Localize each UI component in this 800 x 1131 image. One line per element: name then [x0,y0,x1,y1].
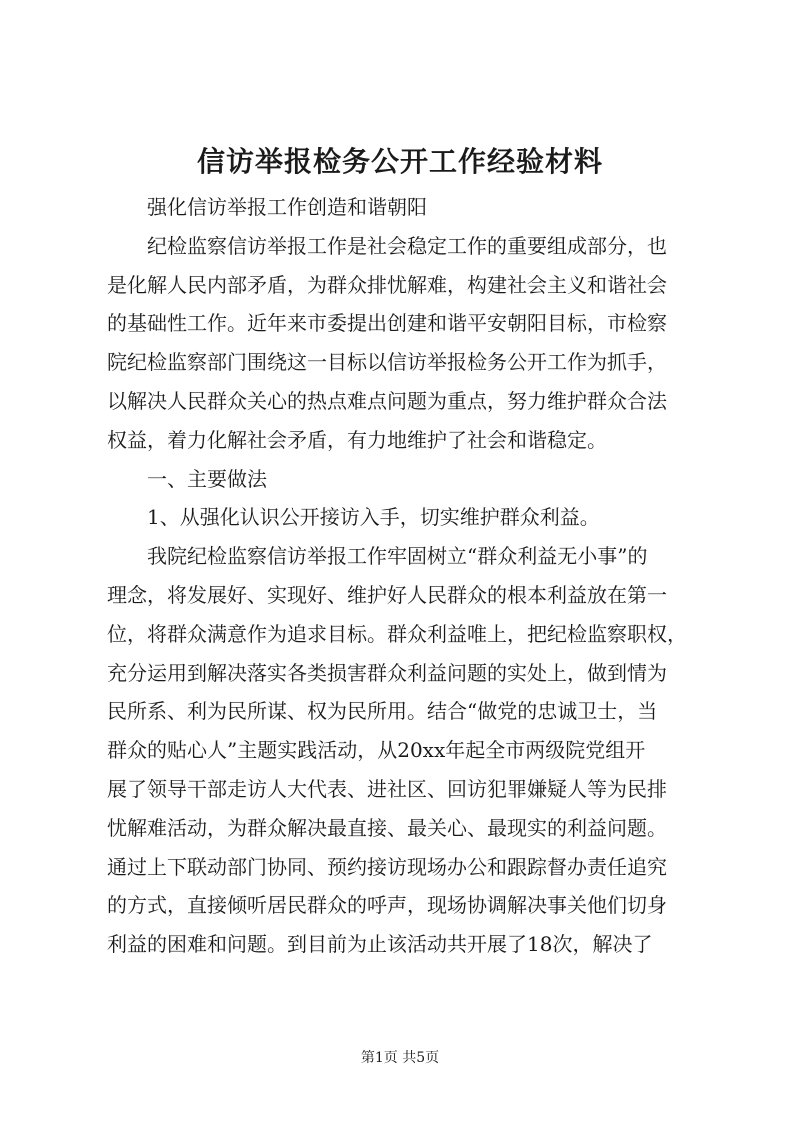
page-number-footer: 第1页 共5页 [360,1050,440,1066]
paragraph-line: 群众的贴心人”主题实践活动，从20xx年起全市两级院党组开 [107,738,646,763]
document-title: 信访举报检务公开工作经验材料 [196,145,603,178]
paragraph-line: 是化解人民内部矛盾，为群众排忧解难，构建社会主义和谐社会 [107,272,667,297]
paragraph-line: 通过上下联动部门协同、预约接访现场办公和跟踪督办责任追究 [107,854,667,879]
paragraph-line: 忧解难活动，为群众解决最直接、最关心、最现实的利益问题。 [107,815,667,840]
paragraph-line: 的方式，直接倾听居民群众的呼声，现场协调解决事关他们切身 [107,893,667,918]
paragraph-line: 充分运用到解决落实各类损害群众利益问题的实处上，做到情为 [107,660,667,685]
subsection-heading: 1、从强化认识公开接访入手，切实维护群众利益。 [147,505,600,530]
subtitle-line: 强化信访举报工作创造和谐朝阳 [147,195,427,219]
paragraph-line: 理念，将发展好、实现好、维护好人民群众的根本利益放在第一 [107,582,667,607]
paragraph-line: 权益，着力化解社会矛盾，有力地维护了社会和谐稳定。 [107,427,607,452]
paragraph-line: 纪检监察信访举报工作是社会稳定工作的重要组成部分，也 [147,233,667,258]
paragraph-line: 院纪检监察部门围绕这一目标以信访举报检务公开工作为抓手， [107,350,667,375]
paragraph-line: 以解决人民群众关心的热点难点问题为重点，努力维护群众合法 [107,388,667,413]
paragraph-line: 民所系、利为民所谋、权为民所用。结合“做党的忠诚卫士，当 [107,699,658,724]
document-body [107,188,717,964]
paragraph-line: 我院纪检监察信访举报工作牢固树立“群众利益无小事”的 [147,544,648,569]
paragraph-line: 利益的困难和问题。到目前为止该活动共开展了18次，解决了 [107,932,653,957]
paragraph-line: 位，将群众满意作为追求目标。群众利益唯上，把纪检监察职权， [107,621,687,646]
section-heading: 一、主要做法 [147,466,267,491]
paragraph-line: 展了领导干部走访人大代表、进社区、回访犯罪嫌疑人等为民排 [107,776,667,801]
paragraph-line: 的基础性工作。近年来市委提出创建和谐平安朝阳目标，市检察 [107,311,667,336]
